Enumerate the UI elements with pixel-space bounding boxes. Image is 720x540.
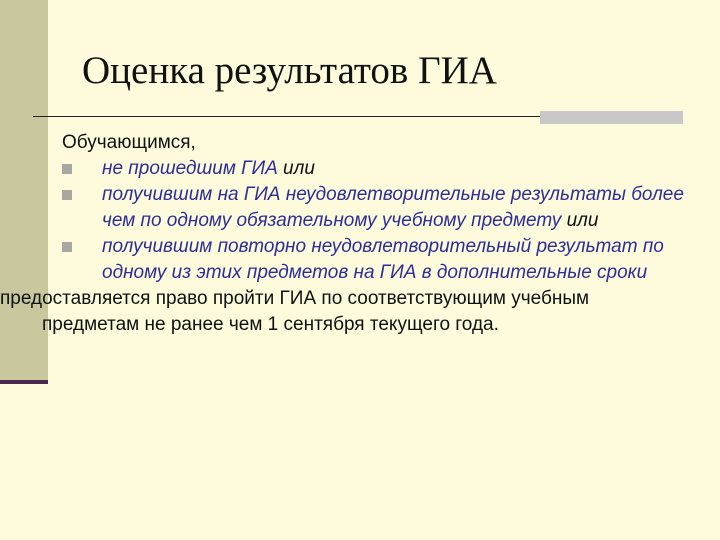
bullet-item — [62, 156, 702, 182]
bullet-item — [62, 182, 702, 234]
bullet-text: получившим повторно неудовлетворительный результат по одному из этих предметов на ГИА в дополнительные сроки — [102, 236, 664, 283]
intro-text: Обучающимся, — [62, 132, 196, 153]
bullet-text: получившим на ГИА неудовлетворительные результаты более чем по одному обязательному учебному предмету — [102, 184, 684, 231]
square-bullet-icon — [62, 164, 72, 174]
bullet-item — [62, 234, 702, 286]
left-accent-line — [0, 380, 48, 384]
slide-title: Оценка результатов ГИА — [82, 49, 497, 92]
title-rule-block — [540, 111, 683, 124]
slide-body — [0, 130, 702, 338]
bullet-suffix: или — [561, 210, 599, 231]
square-bullet-icon — [62, 242, 72, 252]
conclusion-text: предоставляется право пройти ГИА по соответствующим учебным предметам не ранее чем 1 сентября текущего года. — [0, 288, 590, 335]
title-underline — [33, 116, 553, 117]
bullet-text: не прошедшим ГИА — [102, 158, 278, 179]
bullet-suffix: или — [277, 158, 315, 179]
square-bullet-icon — [62, 190, 72, 200]
